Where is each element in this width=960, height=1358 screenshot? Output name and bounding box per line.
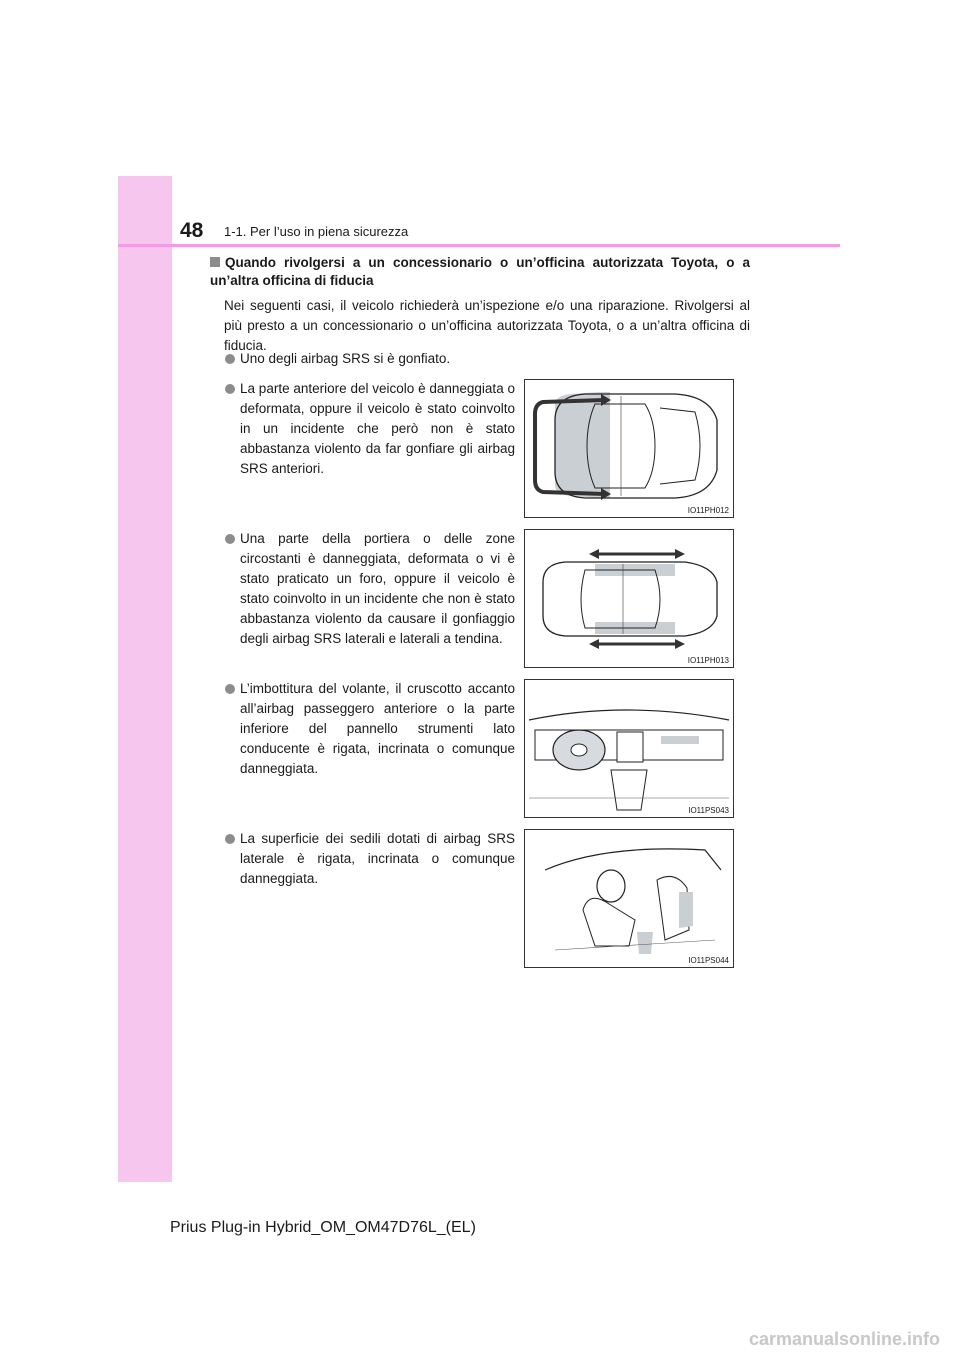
header-rule [118, 244, 840, 247]
list-item-text: La parte anteriore del veicolo è danneggiata o deformata, oppure il veicolo è stato coinvolto in un incidente che però non è stato abbastanza violento da far gonfiare gli airbag SRS anteriori. [240, 381, 515, 476]
dashboard-icon [525, 680, 733, 817]
section-title [210, 254, 750, 290]
figure-dashboard [524, 679, 734, 818]
manual-id: Prius Plug-in Hybrid_OM_OM47D76L_(EL) [170, 1219, 476, 1236]
list-item [225, 829, 515, 889]
figure-code: IO11PH012 [687, 506, 729, 515]
circle-bullet-icon [225, 834, 235, 844]
figure-seat [524, 829, 734, 968]
chapter-title: 1-1. Per l’uso in piena sicurezza [224, 224, 409, 239]
figure-code: IO11PS043 [688, 806, 729, 815]
section-block [210, 254, 750, 356]
list-item-text: Uno degli airbag SRS si è gonfiato. [240, 351, 451, 366]
list-item [225, 379, 515, 479]
circle-bullet-icon [225, 384, 235, 394]
circle-bullet-icon [225, 354, 235, 364]
figure-code: IO11PS044 [688, 956, 729, 965]
list-item-text: L’imbottitura del volante, il cruscotto accanto all’airbag passeggero anteriore o la parte inferiore del pannello strumenti lato conducente è rigata, incrinata o comunque danneggiata. [240, 681, 515, 776]
list-item [225, 679, 515, 779]
seat-airbag-icon [525, 830, 733, 967]
circle-bullet-icon [225, 534, 235, 544]
list-item [225, 349, 745, 369]
side-color-strip [118, 176, 172, 1182]
figure-front-damage [524, 379, 734, 518]
car-top-front-damage-icon [525, 380, 733, 517]
section-intro: Nei seguenti casi, il veicolo richiederà un’ispezione e/o una riparazione. Rivolgersi al più presto a un concessionario o un’officina autorizzata Toyota, o a un’altra officina di fiducia. [224, 298, 750, 353]
section-title-text: Quando rivolgersi a un concessionario o un’officina autorizzata Toyota, o a un’altra officina di fiducia [210, 255, 750, 288]
circle-bullet-icon [225, 684, 235, 694]
square-bullet-icon [210, 257, 220, 267]
list-item [225, 529, 515, 649]
list-item-text: La superficie dei sedili dotati di airbag SRS laterale è rigata, incrinata o comunque danneggiata. [240, 831, 515, 886]
watermark: carmanualsonline.info [748, 1329, 940, 1349]
figure-side-damage [524, 529, 734, 668]
list-item-text: Una parte della portiera o delle zone circostanti è danneggiata, deformata o vi è stato praticato un foro, oppure il veicolo è stato coinvolto in un incidente che non è stato abbastanza violento da causare il gonfiaggio degli airbag SRS laterali e laterali a tendina. [240, 531, 515, 646]
figure-code: IO11PH013 [687, 656, 729, 665]
car-top-side-damage-icon [525, 530, 733, 667]
page-number: 48 [180, 219, 204, 242]
